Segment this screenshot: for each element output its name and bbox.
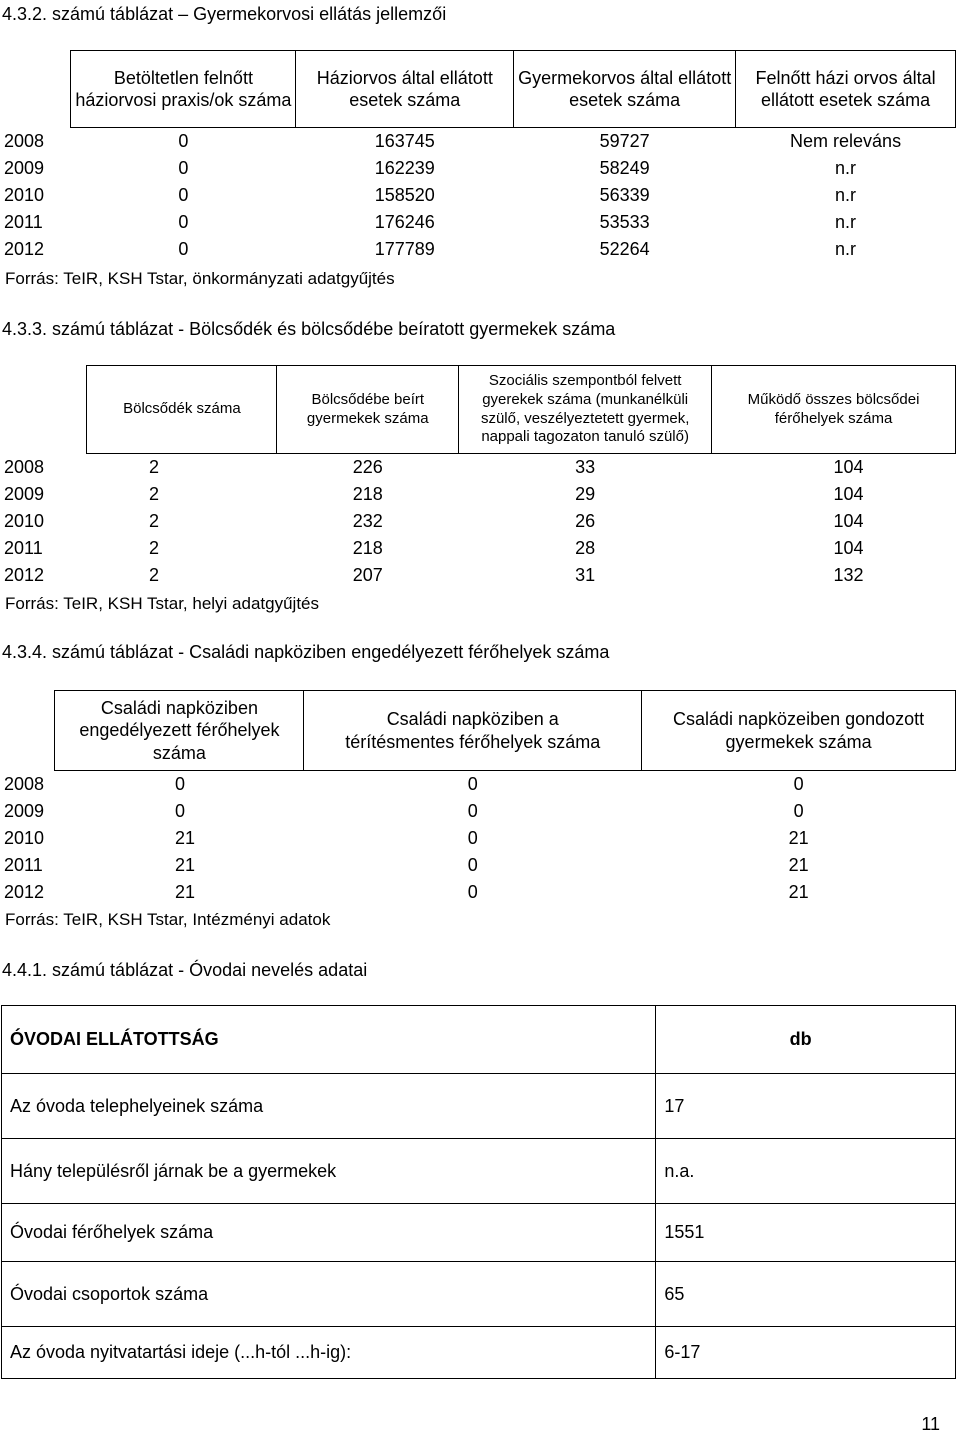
table3-source: Forrás: TeIR, KSH Tstar, Intézményi adatok: [5, 910, 331, 929]
table-cell: 28: [575, 538, 596, 558]
table-cell: 0: [174, 801, 185, 821]
table-cell: n.r: [835, 212, 857, 232]
table-cell: 104: [833, 511, 864, 531]
table-cell: Az óvoda telephelyeinek száma: [2, 1074, 656, 1139]
table-cell: 0: [174, 774, 185, 794]
table-cell: 207: [352, 565, 383, 585]
table-cell: 33: [575, 457, 596, 477]
table-cell: n.r: [835, 239, 857, 259]
table-cell: n.r: [835, 158, 857, 178]
table-cell: Az óvoda nyitvatartási ideje (...h-tól ...h-ig):: [2, 1327, 656, 1379]
table-cell: 21: [174, 855, 196, 875]
table-row: [1, 879, 956, 906]
table-cell: 0: [178, 185, 189, 205]
table-cell: 2: [148, 457, 159, 477]
table-cell: 0: [178, 158, 189, 178]
table2-caption: 4.3.3. számú táblázat - Bölcsődék és bölcsődébe beíratott gyermekek száma: [2, 319, 616, 339]
table-row: [1, 798, 956, 825]
table-row: [1, 852, 956, 879]
table-row: [1, 825, 956, 852]
table-cell: 2011: [4, 855, 43, 875]
table-cell: 158520: [374, 185, 435, 205]
table-cell: 132: [833, 565, 864, 585]
table-cell: 2008: [4, 456, 45, 477]
table-cell: 17: [656, 1074, 956, 1139]
table3-header-cell: Családi napközeiben gondozott gyermekek száma: [642, 691, 956, 771]
table-row: [1, 454, 956, 482]
table-cell: 0: [178, 131, 189, 151]
table-cell: 0: [793, 774, 804, 794]
table-cell: 56339: [599, 185, 650, 205]
table-cell: 2011: [4, 538, 43, 558]
table-cell: 21: [174, 828, 196, 848]
table-cell: 2009: [4, 158, 45, 178]
table-gyermekorvosi-ellatas: [1, 50, 956, 263]
table-cell: 2012: [4, 882, 45, 902]
table-cell: 2012: [4, 239, 45, 259]
table2-header-cell: Bölcsődék száma: [87, 366, 277, 454]
table-cell: 0: [178, 239, 189, 259]
table-cell: 232: [352, 511, 383, 531]
table-row: [1, 508, 956, 535]
table-row: [1, 182, 956, 209]
table-cell: 2009: [4, 801, 45, 821]
table-cell: 0: [467, 882, 478, 902]
table1-header-cell: Betöltetlen felnőtt háziorvosi praxis/ok száma: [71, 51, 296, 128]
page-number: 11: [921, 1414, 940, 1434]
table-cell: 226: [352, 457, 383, 477]
table-cell: 26: [575, 511, 596, 531]
table-cell: 2: [148, 511, 159, 531]
table3-header-cell: Családi napköziben a térítésmentes férőhelyek száma: [304, 691, 642, 771]
table4-caption: 4.4.1. számú táblázat - Óvodai nevelés adatai: [2, 960, 368, 980]
table-row: [2, 1074, 956, 1139]
table-cell: 58249: [599, 158, 650, 178]
table1-source: Forrás: TeIR, KSH Tstar, önkormányzati adatgyűjtés: [5, 269, 395, 288]
table-cell: 163745: [374, 131, 435, 151]
table4-header-unit: db: [656, 1006, 956, 1074]
table-cell: Óvodai csoportok száma: [2, 1262, 656, 1327]
table-cell: n.r: [835, 185, 857, 205]
table-row: [1, 771, 956, 799]
table-cell: 0: [467, 801, 478, 821]
table4-header-label: ÓVODAI ELLÁTOTTSÁG: [2, 1006, 656, 1074]
table-cell: 0: [467, 774, 478, 794]
table-cell: 52264: [599, 239, 650, 259]
table-cell: 177789: [374, 239, 435, 259]
table-cell: 2008: [4, 773, 45, 794]
table-cell: 21: [788, 828, 809, 848]
table-cell: 162239: [374, 158, 435, 178]
table-cell: 1551: [656, 1204, 956, 1262]
table-cell: 218: [352, 484, 383, 504]
table2-header-cell: Szociális szempontból felvett gyerekek száma (munkanélküli szülő, veszélyeztetett gyermek, nappali tagozaton tanuló szülő): [459, 366, 712, 454]
table-cell: 2010: [4, 511, 45, 531]
table-cell: 21: [174, 882, 196, 902]
table-bolcsodek: [1, 365, 956, 589]
table-cell: 0: [467, 828, 478, 848]
table-cell: Nem releváns: [790, 131, 902, 151]
table-cell: Hány településről járnak be a gyermekek: [2, 1139, 656, 1204]
table-row: [1, 535, 956, 562]
table-cell: 2: [148, 484, 159, 504]
table-cell: 6-17: [656, 1327, 956, 1379]
table-row: [1, 236, 956, 263]
table-cell: 65: [656, 1262, 956, 1327]
table-row: [2, 1139, 956, 1204]
table-cell: 0: [793, 801, 804, 821]
table1-header-cell: Gyermekorvos által ellátott esetek száma: [514, 51, 736, 128]
table2-header-cell: Bölcsődébe beírt gyermekek száma: [277, 366, 459, 454]
table-cell: 2: [148, 538, 159, 558]
table-csaladi-napkozi: [1, 690, 956, 906]
table1-caption: 4.3.2. számú táblázat – Gyermekorvosi ellátás jellemzői: [2, 4, 447, 24]
table-cell: 2008: [4, 130, 45, 151]
table3-header-cell: Családi napköziben engedélyezett férőhelyek száma: [55, 691, 304, 771]
table-cell: 31: [575, 565, 596, 585]
table-row: [1, 562, 956, 589]
table-cell: 59727: [599, 131, 650, 151]
table-cell: 104: [833, 484, 864, 504]
table-cell: 0: [467, 855, 478, 875]
table-row: [1, 155, 956, 182]
table-row: [2, 1262, 956, 1327]
table3-caption: 4.3.4. számú táblázat - Családi napköziben engedélyezett férőhelyek száma: [2, 642, 610, 662]
table2-header-cell: Működő összes bölcsődei férőhelyek száma: [712, 366, 956, 454]
table-cell: 2009: [4, 484, 45, 504]
table-cell: 176246: [374, 212, 435, 232]
table1-header-cell: Felnőtt házi orvos által ellátott esetek száma: [736, 51, 956, 128]
table-row: [1, 128, 956, 156]
table-row: [2, 1204, 956, 1262]
table1-header-cell: Háziorvos által ellátott esetek száma: [296, 51, 514, 128]
table-cell: 21: [788, 855, 809, 875]
table-cell: 53533: [599, 212, 650, 232]
table-cell: 21: [788, 882, 809, 902]
table-cell: 218: [352, 538, 383, 558]
table-cell: 0: [178, 212, 189, 232]
table-cell: 2: [148, 565, 159, 585]
table-row: [1, 209, 956, 236]
table-cell: Óvodai férőhelyek száma: [2, 1204, 656, 1262]
table-cell: 29: [575, 484, 596, 504]
table-cell: 104: [833, 538, 864, 558]
table-cell: 2010: [4, 828, 45, 848]
table-cell: 2011: [4, 212, 43, 232]
table-cell: n.a.: [656, 1139, 956, 1204]
table-cell: 2010: [4, 185, 45, 205]
table-row: [1, 481, 956, 508]
table-ovodai-neveles: [1, 1005, 956, 1379]
table2-source: Forrás: TeIR, KSH Tstar, helyi adatgyűjtés: [5, 594, 320, 613]
table-row: [2, 1327, 956, 1379]
table-cell: 2012: [4, 565, 45, 585]
table-cell: 104: [833, 457, 864, 477]
